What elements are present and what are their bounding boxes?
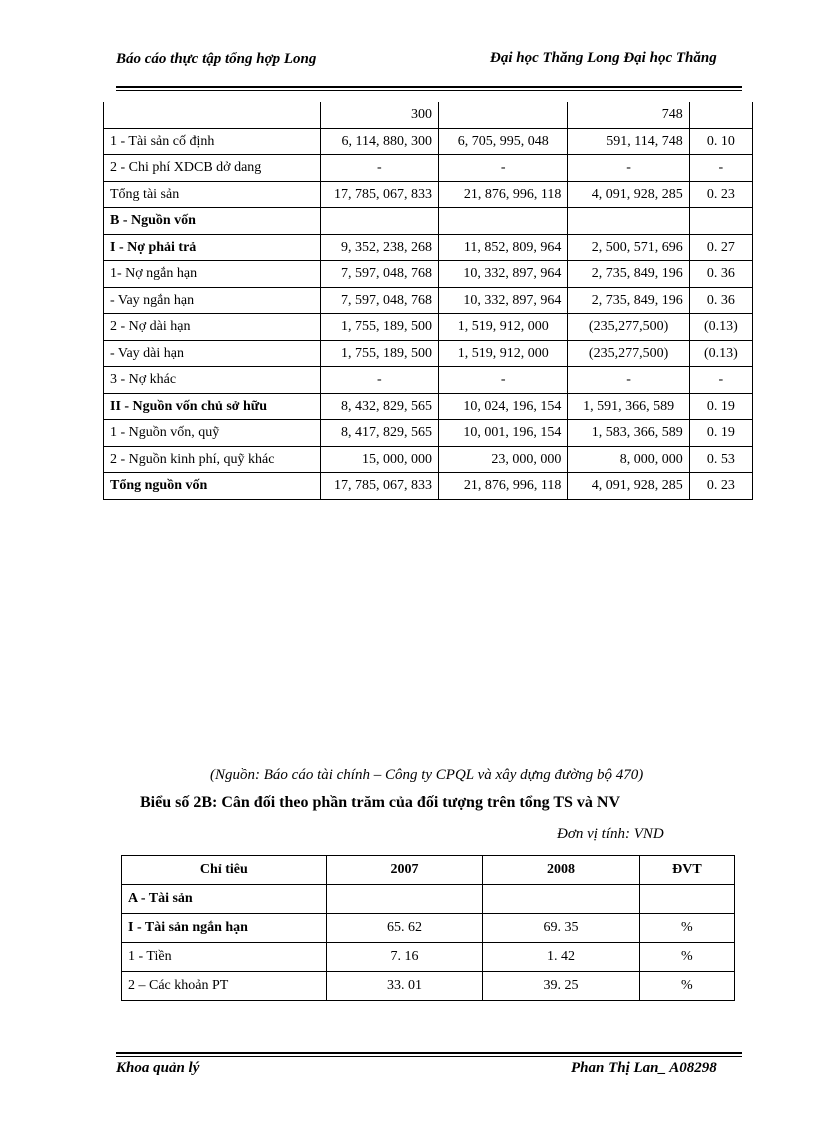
footer-right: Phan Thị Lan_ A08298 — [571, 1060, 717, 1076]
value-difference: 1, 591, 366, 589 — [568, 393, 689, 420]
value-rate: 0. 36 — [689, 261, 752, 288]
row-label: 1 - Tiền — [122, 943, 327, 972]
value-2007: - — [320, 155, 438, 182]
table-row — [122, 885, 735, 914]
value-difference: 2, 735, 849, 196 — [568, 287, 689, 314]
value-difference: 8, 000, 000 — [568, 446, 689, 473]
table-row — [104, 446, 753, 473]
balance-table-body — [104, 102, 753, 499]
value-rate: 0. 23 — [689, 181, 752, 208]
table-row — [104, 102, 753, 128]
table-row — [104, 181, 753, 208]
value-difference — [568, 208, 689, 235]
value-2008: 69. 35 — [483, 914, 640, 943]
value-difference: 2, 500, 571, 696 — [568, 234, 689, 261]
value-2008: 11, 852, 809, 964 — [439, 234, 568, 261]
value-difference: 1, 583, 366, 589 — [568, 420, 689, 447]
table-header-row — [122, 856, 735, 885]
column-header: 2008 — [483, 856, 640, 885]
value-rate: 0. 27 — [689, 234, 752, 261]
balance-table — [103, 102, 753, 500]
value-difference: - — [568, 367, 689, 394]
row-label: 2 - Nguồn kinh phí, quỹ khác — [104, 446, 321, 473]
value-unit — [639, 885, 734, 914]
value-difference: 4, 091, 928, 285 — [568, 473, 689, 500]
value-2007: 6, 114, 880, 300 — [320, 128, 438, 155]
table-row — [104, 393, 753, 420]
value-2008: 23, 000, 000 — [439, 446, 568, 473]
value-2007 — [326, 885, 483, 914]
value-2007: 17, 785, 067, 833 — [320, 473, 438, 500]
value-2007: 65. 62 — [326, 914, 483, 943]
row-label: - Vay ngắn hạn — [104, 287, 321, 314]
value-difference: 4, 091, 928, 285 — [568, 181, 689, 208]
footer-divider-thin — [116, 1056, 742, 1057]
value-2007: 7. 16 — [326, 943, 483, 972]
row-label: II - Nguồn vốn chủ sở hữu — [104, 393, 321, 420]
row-label: I - Tài sản ngắn hạn — [122, 914, 327, 943]
value-difference: (235,277,500) — [568, 340, 689, 367]
value-2008: 10, 001, 196, 154 — [439, 420, 568, 447]
value-2008: 10, 024, 196, 154 — [439, 393, 568, 420]
value-rate — [689, 102, 752, 128]
value-unit: % — [639, 914, 734, 943]
header-divider — [116, 86, 742, 88]
table-row — [104, 340, 753, 367]
value-2007: 9, 352, 238, 268 — [320, 234, 438, 261]
value-rate: 0. 19 — [689, 393, 752, 420]
unit-note: Đơn vị tính: VND — [557, 826, 664, 842]
table-row — [122, 943, 735, 972]
row-label: 1- Nợ ngắn hạn — [104, 261, 321, 288]
value-2008 — [483, 885, 640, 914]
row-label: 1 - Nguồn vốn, quỹ — [104, 420, 321, 447]
value-2007: 1, 755, 189, 500 — [320, 314, 438, 341]
value-rate: (0.13) — [689, 340, 752, 367]
row-label: 2 - Chi phí XDCB dở dang — [104, 155, 321, 182]
value-2008: 1, 519, 912, 000 — [439, 314, 568, 341]
value-difference: 2, 735, 849, 196 — [568, 261, 689, 288]
row-label: 2 - Nợ dài hạn — [104, 314, 321, 341]
row-label: A - Tài sản — [122, 885, 327, 914]
table-row — [104, 473, 753, 500]
value-2007: 7, 597, 048, 768 — [320, 287, 438, 314]
row-label: 2 – Các khoản PT — [122, 972, 327, 1001]
table-caption: Biểu số 2B: Cân đối theo phần trăm của đối tượng trên tổng TS và NV — [140, 794, 620, 811]
value-unit: % — [639, 943, 734, 972]
value-2007: 15, 000, 000 — [320, 446, 438, 473]
row-label: 3 - Nợ khác — [104, 367, 321, 394]
value-2008: 21, 876, 996, 118 — [439, 473, 568, 500]
row-label: Tổng nguồn vốn — [104, 473, 321, 500]
value-rate: - — [689, 367, 752, 394]
value-rate: - — [689, 155, 752, 182]
value-2008: 1, 519, 912, 000 — [439, 340, 568, 367]
value-2007: 33. 01 — [326, 972, 483, 1001]
value-2007 — [320, 208, 438, 235]
header-right: Đại học Thăng Long Đại học Thăng — [490, 50, 717, 66]
value-2008: 10, 332, 897, 964 — [439, 261, 568, 288]
value-2008 — [439, 102, 568, 128]
value-2008: 21, 876, 996, 118 — [439, 181, 568, 208]
value-rate: 0. 53 — [689, 446, 752, 473]
value-2008: - — [439, 155, 568, 182]
value-unit: % — [639, 972, 734, 1001]
header-left: Báo cáo thực tập tổng hợp Long — [116, 51, 317, 67]
table-row — [104, 367, 753, 394]
value-rate: 0. 23 — [689, 473, 752, 500]
value-2008: 6, 705, 995, 048 — [439, 128, 568, 155]
value-2007: - — [320, 367, 438, 394]
value-difference: 748 — [568, 102, 689, 128]
value-2007: 8, 432, 829, 565 — [320, 393, 438, 420]
value-2008 — [439, 208, 568, 235]
footer-left: Khoa quản lý — [116, 1060, 200, 1076]
value-rate: 0. 19 — [689, 420, 752, 447]
footer-divider — [116, 1052, 742, 1054]
row-label — [104, 102, 321, 128]
row-label: I - Nợ phải trả — [104, 234, 321, 261]
value-2007: 8, 417, 829, 565 — [320, 420, 438, 447]
header-divider-thin — [116, 90, 742, 91]
source-note: (Nguồn: Báo cáo tài chính – Công ty CPQL và xây dựng đường bộ 470) — [210, 767, 644, 783]
table-row — [104, 128, 753, 155]
table-row — [104, 155, 753, 182]
value-2008: 1. 42 — [483, 943, 640, 972]
value-rate: 0. 36 — [689, 287, 752, 314]
column-header: ĐVT — [639, 856, 734, 885]
value-difference: (235,277,500) — [568, 314, 689, 341]
value-difference: 591, 114, 748 — [568, 128, 689, 155]
value-2007: 1, 755, 189, 500 — [320, 340, 438, 367]
table-row — [104, 261, 753, 288]
row-label: B - Nguồn vốn — [104, 208, 321, 235]
row-label: 1 - Tài sản cố định — [104, 128, 321, 155]
table-row — [122, 914, 735, 943]
row-label: Tổng tài sản — [104, 181, 321, 208]
column-header: Chỉ tiêu — [122, 856, 327, 885]
table-row — [104, 420, 753, 447]
percentage-table-body — [122, 856, 735, 1001]
percentage-table — [121, 855, 735, 1001]
table-row — [122, 972, 735, 1001]
table-row — [104, 287, 753, 314]
value-2008: 39. 25 — [483, 972, 640, 1001]
table-row — [104, 234, 753, 261]
value-2007: 300 — [320, 102, 438, 128]
table-row — [104, 208, 753, 235]
value-rate: (0.13) — [689, 314, 752, 341]
value-2007: 7, 597, 048, 768 — [320, 261, 438, 288]
value-difference: - — [568, 155, 689, 182]
value-2008: 10, 332, 897, 964 — [439, 287, 568, 314]
value-rate — [689, 208, 752, 235]
row-label: - Vay dài hạn — [104, 340, 321, 367]
table-row — [104, 314, 753, 341]
value-rate: 0. 10 — [689, 128, 752, 155]
column-header: 2007 — [326, 856, 483, 885]
value-2008: - — [439, 367, 568, 394]
value-2007: 17, 785, 067, 833 — [320, 181, 438, 208]
